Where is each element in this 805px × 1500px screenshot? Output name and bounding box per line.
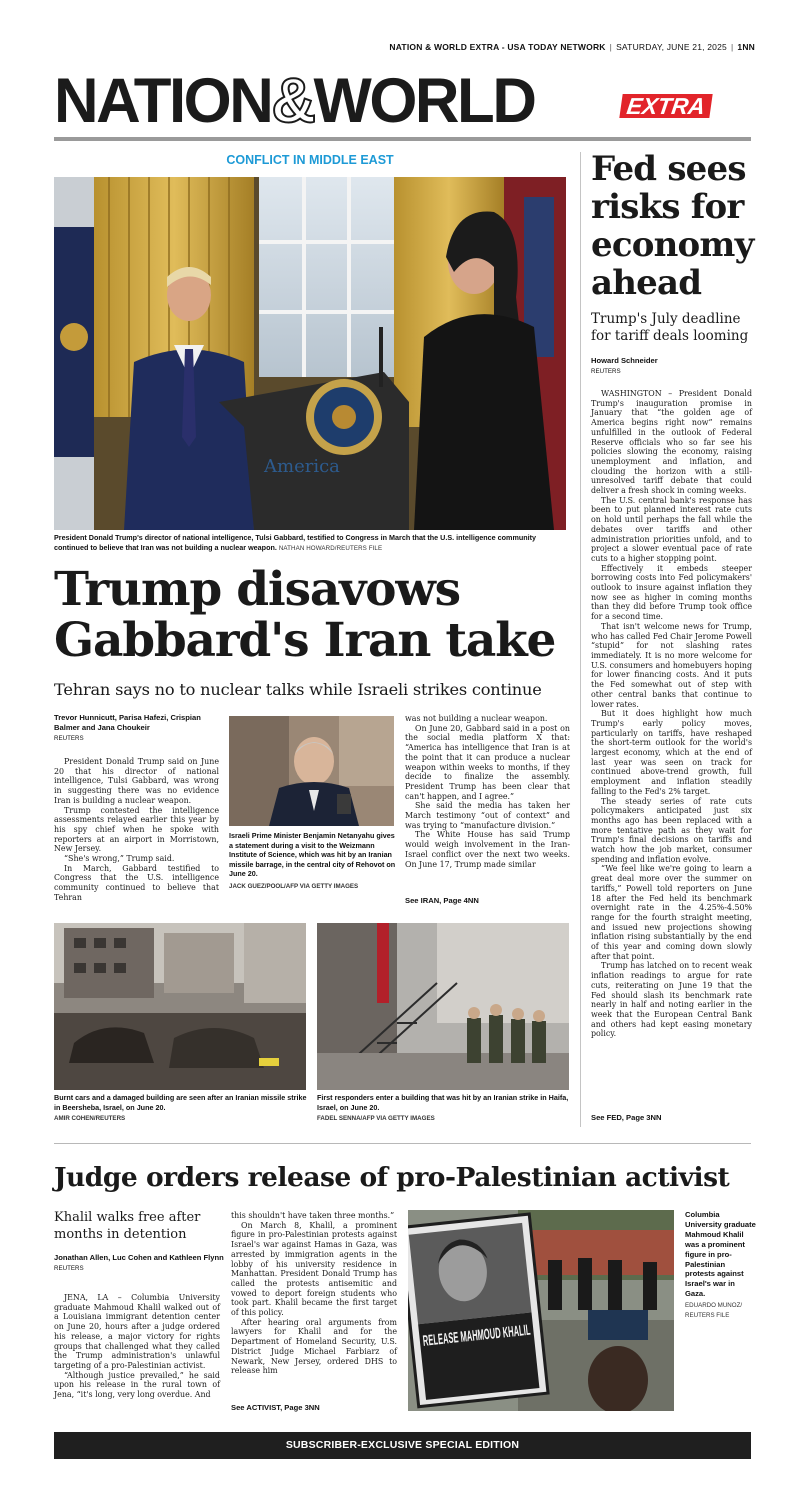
edition-date: SATURDAY, JUNE 21, 2025 (616, 42, 727, 52)
haifa-caption: First responders enter a building that was hit by an Iranian strike in Haifa, Israel, on June 20. FADEL SENNA/AFP VIA GETTY IMAGES (317, 1093, 577, 1124)
main-subhead: Tehran says no to nuclear talks while Israeli strikes continue (54, 680, 542, 699)
haifa-illustration (317, 923, 569, 1090)
main-story-column-3: was not building a nuclear weapon. On June 20, Gabbard said in a post on the social media platform X that: “America has intelligence that Iran is at the point that it can produce a nuclear weapon within weeks to months, if they decide to finalize the assembly. President Trump has been clear that can't happen, and I agree.” She said the media has taken her March testimony “out of context” and was trying to “manufacture division.” The White House has said Trump would weigh involvement in the Iran-Israel conflict over the next two weeks. On June 17, Trump made similar (405, 714, 570, 869)
masthead-title: NATION&WORLD (54, 66, 535, 136)
masthead (54, 66, 754, 136)
masthead-rule (54, 137, 751, 141)
khalil-photo-credit: EDUARDO MUNOZ/ REUTERS FILE (685, 1302, 743, 1320)
netanyahu-photo (229, 716, 394, 826)
section-kicker: CONFLICT IN MIDDLE EAST (226, 153, 394, 167)
beersheba-caption: Burnt cars and a damaged building are seen after an Iranian missile strike in Beersheba, Israel, on June 20. AMIR COHEN/REUTERS (54, 1093, 314, 1124)
sign-text: RELEASE MAHMOUD KHALIL (422, 1310, 637, 1350)
main-photo-caption: President Donald Trump's director of national intelligence, Tulsi Gabbard, testified to Congress in March that the U.S. intelligence community continued to believe that Iran was not building a nuclear weapon. NATHAN HOWARD/REUTERS FILE (54, 533, 537, 552)
fed-headline: Fed sees risks for economy ahead (591, 149, 754, 303)
beersheba-illustration (54, 923, 306, 1090)
fed-byline-org: REUTERS (591, 368, 621, 375)
oval-office-illustration (54, 177, 566, 530)
netanyahu-caption: Israeli Prime Minister Benjamin Netanyahu gives a statement during a visit to the Weizmann Institute of Science, which was hit by an Iranian missile barrage, in the central city of Rehovot on June 20. JACK GUEZ/POOL/AFP VIA GETTY IMAGES (229, 831, 396, 890)
page-number: 1NN (737, 42, 755, 52)
activist-headline: Judge orders release of pro-Palestinian activist (54, 1162, 730, 1193)
activist-byline: Jonathan Allen, Luc Cohen and Kathleen Flynn REUTERS (54, 1253, 224, 1272)
protest-illustration (408, 1210, 674, 1411)
main-byline: Trevor Hunnicutt, Parisa Hafezi, Crispian Balmer and Jana Choukeir REUTERS (54, 713, 219, 744)
column-divider (580, 152, 581, 1127)
beersheba-photo (54, 923, 306, 1090)
activist-story-column-1: JENA, LA – Columbia University graduate Mahmoud Khalil walked out of a Louisiana immigrant detention center on June 20, hours after a judge ordered his release, a major victory for rights groups that challenged what they called the Trump administration's unlawful targeting of a pro-Palestinian activist. “Although justice prevailed,” he said upon his release in the rural town of Jena, “it's long, very long overdue. And (54, 1293, 220, 1400)
activist-byline-org: REUTERS (54, 1265, 84, 1272)
activist-story-column-2: this shouldn't have taken three months.” On March 8, Khalil, a prominent figure in pro-Palestinian protests against Israel's war against Hamas in Gaza, was arrested by immigration agents in the lobby of his university residence in Manhattan. President Donald Trump has called the protests antisemitic and vowed to deport foreign students who took part. Khalil became the first target of this policy. After hearing oral arguments from lawyers for Khalil and for the Department of Homeland Security, U.S. District Judge Michael Farbiarz of Newark, New Jersey, ordered DHS to release him (231, 1211, 397, 1376)
activist-subhead: Khalil walks free after months in detention (54, 1210, 201, 1242)
main-photo (54, 177, 566, 530)
main-byline-org: REUTERS (54, 735, 84, 742)
edition-section: NATION & WORLD EXTRA - USA TODAY NETWORK (389, 42, 606, 52)
activist-jump-link[interactable]: See ACTIVIST, Page 3NN (231, 1403, 320, 1412)
beersheba-credit: AMIR COHEN/REUTERS (54, 1115, 126, 1123)
netanyahu-illustration (229, 716, 394, 826)
iran-jump-link[interactable]: See IRAN, Page 4NN (405, 896, 479, 905)
main-story-column-1: President Donald Trump said on June 20 that his director of national intelligence, Tulsi Gabbard, was wrong in suggesting there was no evidence Iran is building a nuclear weapon. Trump contested the intelligence assessments relayed earlier this year by his spy chief when he spoke with reporters at an airport in Morristown, New Jersey. “She's wrong,” Trump said. In March, Gabbard testified to Congress that the U.S. intelligence community continued to believe that Tehran (54, 757, 219, 902)
svg-text:America: America (264, 456, 340, 477)
masthead-extra-badge: EXTRA (619, 94, 712, 118)
haifa-photo (317, 923, 569, 1090)
khalil-photo-caption: Columbia University graduate Mahmoud Khalil was a prominent figure in pro-Palestinian protests against Israel's war in Gaza. EDUARDO MUNOZ/ REUTERS FILE (685, 1210, 756, 1320)
haifa-credit: FADEL SENNA/AFP VIA GETTY IMAGES (317, 1115, 435, 1123)
main-headline: Trump disavows Gabbard's Iran take (54, 562, 556, 668)
khalil-protest-photo (408, 1210, 674, 1411)
footer-banner: SUBSCRIBER-EXCLUSIVE SPECIAL EDITION (54, 1432, 751, 1459)
main-photo-credit: NATHAN HOWARD/REUTERS FILE (278, 544, 383, 552)
fed-story-body: WASHINGTON – President Donald Trump's inauguration promise in January that “the golden age of America begins right now” remains unfulfilled in the outlook of Federal Reserve officials who so far see his policies slowing the economy, raising unemployment and inflation, and clouding the horizon with a still-unresolved tariff debate that could deliver a fresh shock in coming weeks. The U.S. central bank's response has been to put planned interest rate cuts on hold until perhaps the fall while the debates over tariffs and other administration priorities unfold, and to project a slower eventual pace of rate cuts to a higher stopping point. Effectively it embeds steeper borrowing costs into Fed policymakers' outlook to insure against inflation they now see as higher in coming months than they did before Trump took office for a second time. That isn't welcome news for Trump, who has called Fed Chair Jerome Powell “stupid” for not slashing rates immediately. It is no more welcome for U.S. consumers and homebuyers hoping for lower financing costs. And it puts the Fed somewhat out of step with other central banks that continue to lower rates. But it does highlight how much Trump's early policy moves, particularly on tariffs, have reshaped the short-term outlook for the world's largest economy, which at the end of last year was seen on track for continued above-trend growth, full employment and inflation steadily falling to the Fed's 2% target. The steady series of rate cuts policymakers anticipated just six months ago has been replaced with a more tentative path as they wait for Trump's final decisions on tariffs and watch how the job market, consumer spending and inflation evolve. “We feel like we're going to learn a great deal more over the summer on tariffs,” Powell told reporters on June 18 after the Fed held its benchmark overnight rate in the 4.25%-4.50% range for the fourth straight meeting, and issued new projections showing inflation rising substantially by the end of this year and coming down slowly after that point. Trump has latched on to recent weak inflation readings to argue for rate cuts, reiterating on June 19 that the Fed should slash its benchmark rate nearly in half and noting earlier in the week that the European Central Bank and others had kept easing monetary policy. (591, 389, 752, 1039)
netanyahu-credit: JACK GUEZ/POOL/AFP VIA GETTY IMAGES (229, 882, 359, 890)
fed-jump-link[interactable]: See FED, Page 3NN (591, 1113, 662, 1122)
section-divider (54, 1143, 751, 1144)
fed-subhead: Trump's July deadline for tariff deals looming (591, 311, 749, 344)
fed-byline: Howard Schneider REUTERS (591, 356, 761, 377)
edition-line: NATION & WORLD EXTRA - USA TODAY NETWORK | SATURDAY, JUNE 21, 2025 | 1NN (389, 42, 755, 52)
